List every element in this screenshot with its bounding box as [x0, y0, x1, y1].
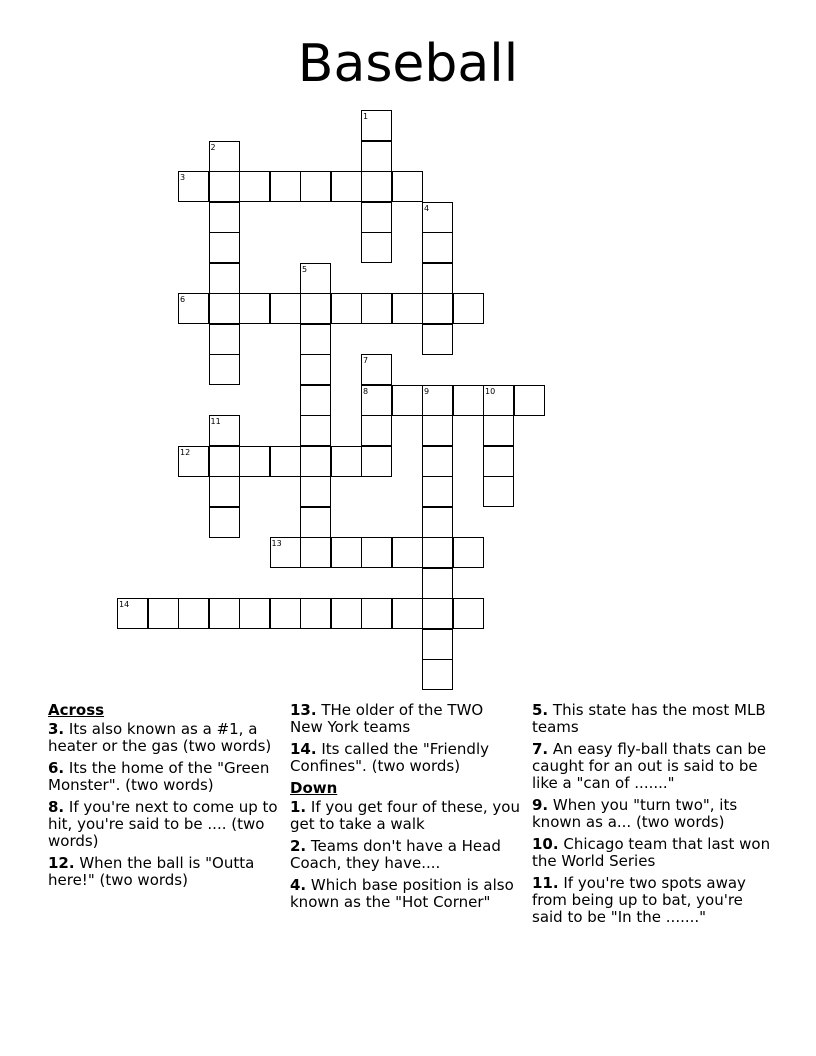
clue-number-label: 3 [180, 173, 186, 182]
clue-text: An easy fly-ball thats can be caught for an out is said to be like a "can of ......." [532, 740, 767, 792]
grid-cell[interactable] [361, 171, 392, 202]
clue-number: 2. [290, 837, 307, 855]
clue-number: 4. [290, 876, 307, 894]
grid-cell[interactable] [209, 324, 240, 355]
grid-cell[interactable] [239, 598, 270, 629]
grid-cell[interactable] [483, 476, 514, 507]
clue-number: 9. [532, 796, 549, 814]
grid-cell[interactable] [422, 293, 453, 324]
grid-cell[interactable] [209, 263, 240, 294]
clue-number: 5. [532, 701, 549, 719]
grid-cell[interactable] [422, 324, 453, 355]
grid-cell[interactable] [422, 446, 453, 477]
grid-cell[interactable] [331, 598, 362, 629]
grid-cell[interactable] [453, 537, 484, 568]
clue-item [290, 799, 520, 833]
grid-cell[interactable] [300, 598, 331, 629]
grid-cell[interactable] [392, 537, 423, 568]
grid-cell[interactable] [392, 598, 423, 629]
clue-text: Its also known as a #1, a heater or the gas (two words) [48, 720, 272, 755]
clue-item [48, 855, 278, 889]
grid-cell[interactable] [422, 415, 453, 446]
grid-cell[interactable] [300, 537, 331, 568]
grid-cell[interactable] [300, 507, 331, 538]
grid-cell[interactable] [453, 385, 484, 416]
clue-number-label: 13 [271, 539, 282, 548]
clue-number-label: 7 [363, 356, 369, 365]
clue-text: Which base position is also known as the "Hot Corner" [290, 876, 514, 911]
grid-cell[interactable] [209, 507, 240, 538]
clue-number-label: 10 [485, 386, 496, 396]
clue-item [532, 875, 777, 926]
grid-cell[interactable] [209, 171, 240, 202]
grid-cell[interactable] [270, 446, 301, 477]
grid-cell[interactable] [300, 354, 331, 385]
clue-number: 6. [48, 759, 65, 777]
grid-cell[interactable] [392, 293, 423, 324]
grid-cell[interactable] [209, 476, 240, 507]
clue-number: 1. [290, 798, 307, 816]
puzzle-title: Baseball [297, 34, 519, 94]
grid-cell[interactable] [300, 293, 331, 324]
clue-number: 11. [532, 874, 559, 892]
grid-cell[interactable] [422, 598, 453, 629]
grid-cell[interactable] [178, 598, 209, 629]
grid-cell[interactable] [422, 659, 453, 690]
clue-item [290, 838, 520, 872]
grid-cell[interactable] [422, 263, 453, 294]
clue-item [48, 721, 278, 755]
grid-cell[interactable] [514, 385, 545, 416]
clue-number: 14. [290, 740, 317, 758]
grid-cell[interactable] [361, 202, 392, 233]
grid-cell[interactable] [422, 232, 453, 263]
clue-number: 12. [48, 854, 75, 872]
grid-cell[interactable] [392, 171, 423, 202]
grid-cell[interactable] [209, 293, 240, 324]
clue-number-label: 8 [363, 386, 369, 396]
clue-text: THe older of the TWO New York teams [290, 701, 484, 736]
grid-cell[interactable] [422, 629, 453, 660]
clue-text: Its the home of the "Green Monster". (two words) [48, 759, 270, 794]
grid-cell[interactable] [209, 232, 240, 263]
clue-number-label: 5 [302, 264, 308, 274]
grid-cell[interactable] [300, 171, 331, 202]
grid-cell[interactable] [209, 202, 240, 233]
grid-cell[interactable] [361, 293, 392, 324]
grid-cell[interactable] [361, 415, 392, 446]
grid-cell[interactable] [361, 446, 392, 477]
clues-column-1 [48, 702, 278, 894]
clue-number: 8. [48, 798, 65, 816]
grid-cell[interactable] [361, 141, 392, 172]
grid-cell[interactable] [331, 171, 362, 202]
clue-text: If you get four of these, you get to take a walk [290, 798, 520, 833]
clue-item [532, 836, 777, 870]
clue-number-label: 9 [424, 386, 430, 396]
grid-cell[interactable] [422, 537, 453, 568]
grid-cell[interactable] [148, 598, 179, 629]
clues-column-3 [532, 702, 777, 931]
across-heading: Across [48, 701, 105, 719]
clue-text: This state has the most MLB teams [532, 701, 766, 736]
clue-text: If you're next to come up to hit, you're said to be .... (two words) [48, 798, 278, 850]
grid-cell[interactable] [300, 476, 331, 507]
grid-cell[interactable] [209, 598, 240, 629]
clue-text: When the ball is "Outta here!" (two words) [48, 854, 255, 889]
grid-cell[interactable] [392, 385, 423, 416]
clue-item [290, 877, 520, 911]
grid-cell[interactable] [300, 324, 331, 355]
clue-number-label: 2 [210, 142, 216, 152]
grid-cell[interactable] [209, 354, 240, 385]
grid-cell[interactable] [331, 446, 362, 477]
clue-item [532, 797, 777, 831]
grid-cell[interactable] [361, 232, 392, 263]
grid-cell[interactable] [453, 598, 484, 629]
clue-text: Chicago team that last won the World Series [532, 835, 771, 870]
grid-cell[interactable] [239, 446, 270, 477]
grid-cell[interactable] [300, 446, 331, 477]
clue-item [290, 702, 520, 736]
clue-text: Teams don't have a Head Coach, they have.... [290, 837, 501, 872]
clue-number-label: 12 [180, 447, 191, 457]
clues-column-2 [290, 702, 520, 916]
grid-cell[interactable] [239, 293, 270, 324]
grid-cell[interactable] [300, 385, 331, 416]
clue-number-label: 11 [210, 417, 221, 426]
clue-item [48, 799, 278, 850]
clue-number-label: 1 [363, 112, 369, 121]
grid-cell[interactable] [331, 293, 362, 324]
clue-number: 3. [48, 720, 65, 738]
grid-cell[interactable] [422, 507, 453, 538]
clue-item [48, 760, 278, 794]
grid-cell[interactable] [270, 598, 301, 629]
grid-cell[interactable] [361, 537, 392, 568]
grid-cell[interactable] [361, 598, 392, 629]
clue-number: 7. [532, 740, 549, 758]
grid-cell[interactable] [239, 171, 270, 202]
clue-number-label: 14 [119, 600, 130, 609]
grid-cell[interactable] [422, 476, 453, 507]
grid-cell[interactable] [209, 446, 240, 477]
grid-cell[interactable] [300, 415, 331, 446]
clue-number-label: 4 [424, 203, 430, 213]
clue-number: 10. [532, 835, 559, 853]
clue-text: When you "turn two", its known as a... (two words) [532, 796, 738, 831]
grid-cell[interactable] [270, 293, 301, 324]
down-heading: Down [290, 779, 338, 797]
grid-cell[interactable] [331, 537, 362, 568]
clue-number-label: 6 [180, 295, 186, 304]
grid-cell[interactable] [422, 568, 453, 599]
clue-number: 13. [290, 701, 317, 719]
grid-cell[interactable] [483, 446, 514, 477]
grid-cell[interactable] [483, 415, 514, 446]
clue-text: Its called the "Friendly Confines". (two words) [290, 740, 489, 775]
grid-cell[interactable] [453, 293, 484, 324]
grid-cell[interactable] [270, 171, 301, 202]
clue-text: If you're two spots away from being up to bat, you're said to be "In the ......." [532, 874, 746, 926]
clue-item [532, 741, 777, 792]
clue-item [290, 741, 520, 775]
clue-item [532, 702, 777, 736]
